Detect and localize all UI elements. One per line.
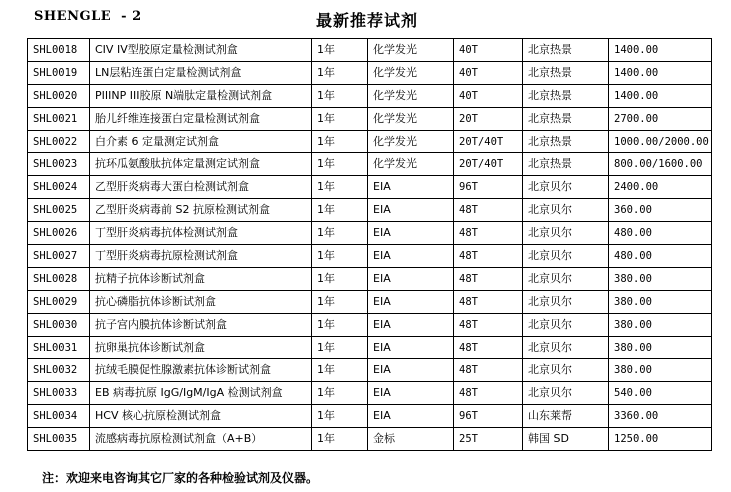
method-cell: 化学发光 <box>368 107 454 130</box>
product-code-cell: SHL0026 <box>28 222 90 245</box>
product-name-cell: 乙型肝炎病毒前 S2 抗原检测试剂盒 <box>90 199 312 222</box>
spec-cell: 48T <box>454 267 523 290</box>
spec-cell: 48T <box>454 290 523 313</box>
price-cell: 2400.00 <box>609 176 712 199</box>
spec-cell: 25T <box>454 428 523 451</box>
table-row <box>28 107 712 130</box>
supplier-cell: 韩国 SD <box>523 428 609 451</box>
table-row <box>28 336 712 359</box>
spec-cell: 48T <box>454 313 523 336</box>
product-code-cell: SHL0031 <box>28 336 90 359</box>
product-code-cell: SHL0022 <box>28 130 90 153</box>
product-name-cell: 流感病毒抗原检测试剂盒（A+B） <box>90 428 312 451</box>
validity-cell: 1年 <box>312 153 368 176</box>
table-row <box>28 359 712 382</box>
spec-cell: 48T <box>454 359 523 382</box>
product-code-cell: SHL0029 <box>28 290 90 313</box>
table-row <box>28 245 712 268</box>
reagent-table <box>27 38 712 451</box>
reagent-table-body <box>28 39 712 451</box>
product-name-cell: 胎儿纤维连接蛋白定量检测试剂盒 <box>90 107 312 130</box>
supplier-cell: 北京热景 <box>523 84 609 107</box>
product-name-cell: CIV IV型胶原定量检测试剂盒 <box>90 39 312 62</box>
product-name-cell: PIIINP III胶原 N端肽定量检测试剂盒 <box>90 84 312 107</box>
supplier-cell: 北京热景 <box>523 39 609 62</box>
product-name-cell: 白介素 6 定量测定试剂盒 <box>90 130 312 153</box>
footer-note: 注：欢迎来电咨询其它厂家的各种检验试剂及仪器。 <box>42 471 319 485</box>
validity-cell: 1年 <box>312 245 368 268</box>
method-cell: EIA <box>368 176 454 199</box>
validity-cell: 1年 <box>312 405 368 428</box>
price-cell: 540.00 <box>609 382 712 405</box>
price-cell: 480.00 <box>609 245 712 268</box>
spec-cell: 48T <box>454 382 523 405</box>
product-code-cell: SHL0027 <box>28 245 90 268</box>
price-cell: 380.00 <box>609 336 712 359</box>
validity-cell: 1年 <box>312 39 368 62</box>
spec-cell: 48T <box>454 199 523 222</box>
product-name-cell: 丁型肝炎病毒抗体检测试剂盒 <box>90 222 312 245</box>
spec-cell: 48T <box>454 222 523 245</box>
method-cell: 化学发光 <box>368 61 454 84</box>
spec-cell: 96T <box>454 176 523 199</box>
product-code-cell: SHL0024 <box>28 176 90 199</box>
spec-cell: 20T <box>454 107 523 130</box>
price-cell: 380.00 <box>609 290 712 313</box>
validity-cell: 1年 <box>312 84 368 107</box>
product-name-cell: 抗心磷脂抗体诊断试剂盒 <box>90 290 312 313</box>
price-cell: 380.00 <box>609 267 712 290</box>
table-row <box>28 428 712 451</box>
spec-cell: 48T <box>454 336 523 359</box>
validity-cell: 1年 <box>312 313 368 336</box>
supplier-cell: 北京贝尔 <box>523 176 609 199</box>
product-code-cell: SHL0035 <box>28 428 90 451</box>
product-code-cell: SHL0032 <box>28 359 90 382</box>
validity-cell: 1年 <box>312 222 368 245</box>
supplier-cell: 北京贝尔 <box>523 336 609 359</box>
price-cell: 3360.00 <box>609 405 712 428</box>
method-cell: 金标 <box>368 428 454 451</box>
table-row <box>28 222 712 245</box>
product-name-cell: 抗子宫内膜抗体诊断试剂盒 <box>90 313 312 336</box>
method-cell: EIA <box>368 382 454 405</box>
validity-cell: 1年 <box>312 428 368 451</box>
product-code-cell: SHL0033 <box>28 382 90 405</box>
method-cell: EIA <box>368 267 454 290</box>
product-code-cell: SHL0034 <box>28 405 90 428</box>
product-code-cell: SHL0021 <box>28 107 90 130</box>
product-code-cell: SHL0025 <box>28 199 90 222</box>
method-cell: EIA <box>368 359 454 382</box>
method-cell: 化学发光 <box>368 39 454 62</box>
table-row <box>28 267 712 290</box>
validity-cell: 1年 <box>312 130 368 153</box>
price-cell: 380.00 <box>609 359 712 382</box>
validity-cell: 1年 <box>312 382 368 405</box>
price-cell: 380.00 <box>609 313 712 336</box>
table-row <box>28 405 712 428</box>
product-name-cell: 抗精子抗体诊断试剂盒 <box>90 267 312 290</box>
spec-cell: 40T <box>454 39 523 62</box>
table-row <box>28 382 712 405</box>
supplier-cell: 北京热景 <box>523 107 609 130</box>
product-name-cell: 抗绒毛膜促性腺激素抗体诊断试剂盒 <box>90 359 312 382</box>
price-cell: 1400.00 <box>609 84 712 107</box>
product-name-cell: 乙型肝炎病毒大蛋白检测试剂盒 <box>90 176 312 199</box>
supplier-cell: 北京热景 <box>523 153 609 176</box>
method-cell: EIA <box>368 336 454 359</box>
price-cell: 1400.00 <box>609 61 712 84</box>
price-cell: 2700.00 <box>609 107 712 130</box>
product-code-cell: SHL0028 <box>28 267 90 290</box>
validity-cell: 1年 <box>312 290 368 313</box>
product-code-cell: SHL0020 <box>28 84 90 107</box>
validity-cell: 1年 <box>312 199 368 222</box>
method-cell: 化学发光 <box>368 130 454 153</box>
method-cell: EIA <box>368 405 454 428</box>
product-code-cell: SHL0018 <box>28 39 90 62</box>
product-name-cell: LN层粘连蛋白定量检测试剂盒 <box>90 61 312 84</box>
supplier-cell: 北京贝尔 <box>523 267 609 290</box>
method-cell: EIA <box>368 199 454 222</box>
table-row <box>28 153 712 176</box>
validity-cell: 1年 <box>312 359 368 382</box>
supplier-cell: 北京贝尔 <box>523 222 609 245</box>
validity-cell: 1年 <box>312 176 368 199</box>
method-cell: 化学发光 <box>368 153 454 176</box>
supplier-cell: 山东莱帮 <box>523 405 609 428</box>
method-cell: 化学发光 <box>368 84 454 107</box>
table-row <box>28 130 712 153</box>
supplier-cell: 北京热景 <box>523 130 609 153</box>
spec-cell: 20T/40T <box>454 153 523 176</box>
table-row <box>28 313 712 336</box>
supplier-cell: 北京热景 <box>523 61 609 84</box>
method-cell: EIA <box>368 290 454 313</box>
supplier-cell: 北京贝尔 <box>523 199 609 222</box>
price-cell: 1000.00/2000.00 <box>609 130 712 153</box>
table-row <box>28 290 712 313</box>
spec-cell: 40T <box>454 84 523 107</box>
table-row <box>28 39 712 62</box>
product-name-cell: 抗环瓜氨酸肽抗体定量测定试剂盒 <box>90 153 312 176</box>
table-row <box>28 61 712 84</box>
method-cell: EIA <box>368 245 454 268</box>
price-cell: 800.00/1600.00 <box>609 153 712 176</box>
product-name-cell: EB 病毒抗原 IgG/IgM/IgA 检测试剂盒 <box>90 382 312 405</box>
product-name-cell: 丁型肝炎病毒抗原检测试剂盒 <box>90 245 312 268</box>
validity-cell: 1年 <box>312 107 368 130</box>
supplier-cell: 北京贝尔 <box>523 359 609 382</box>
product-code-cell: SHL0023 <box>28 153 90 176</box>
spec-cell: 96T <box>454 405 523 428</box>
table-row <box>28 176 712 199</box>
document-title: 最新推荐试剂 <box>316 11 419 30</box>
supplier-cell: 北京贝尔 <box>523 382 609 405</box>
validity-cell: 1年 <box>312 61 368 84</box>
method-cell: EIA <box>368 313 454 336</box>
product-name-cell: 抗卵巢抗体诊断试剂盒 <box>90 336 312 359</box>
method-cell: EIA <box>368 222 454 245</box>
document-code: SHENGLE - 2 <box>34 9 142 24</box>
price-cell: 1400.00 <box>609 39 712 62</box>
product-code-cell: SHL0019 <box>28 61 90 84</box>
spec-cell: 20T/40T <box>454 130 523 153</box>
price-cell: 1250.00 <box>609 428 712 451</box>
supplier-cell: 北京贝尔 <box>523 313 609 336</box>
validity-cell: 1年 <box>312 336 368 359</box>
product-code-cell: SHL0030 <box>28 313 90 336</box>
price-cell: 480.00 <box>609 222 712 245</box>
spec-cell: 40T <box>454 61 523 84</box>
supplier-cell: 北京贝尔 <box>523 290 609 313</box>
table-row <box>28 84 712 107</box>
supplier-cell: 北京贝尔 <box>523 245 609 268</box>
table-row <box>28 199 712 222</box>
validity-cell: 1年 <box>312 267 368 290</box>
product-name-cell: HCV 核心抗原检测试剂盒 <box>90 405 312 428</box>
spec-cell: 48T <box>454 245 523 268</box>
price-cell: 360.00 <box>609 199 712 222</box>
